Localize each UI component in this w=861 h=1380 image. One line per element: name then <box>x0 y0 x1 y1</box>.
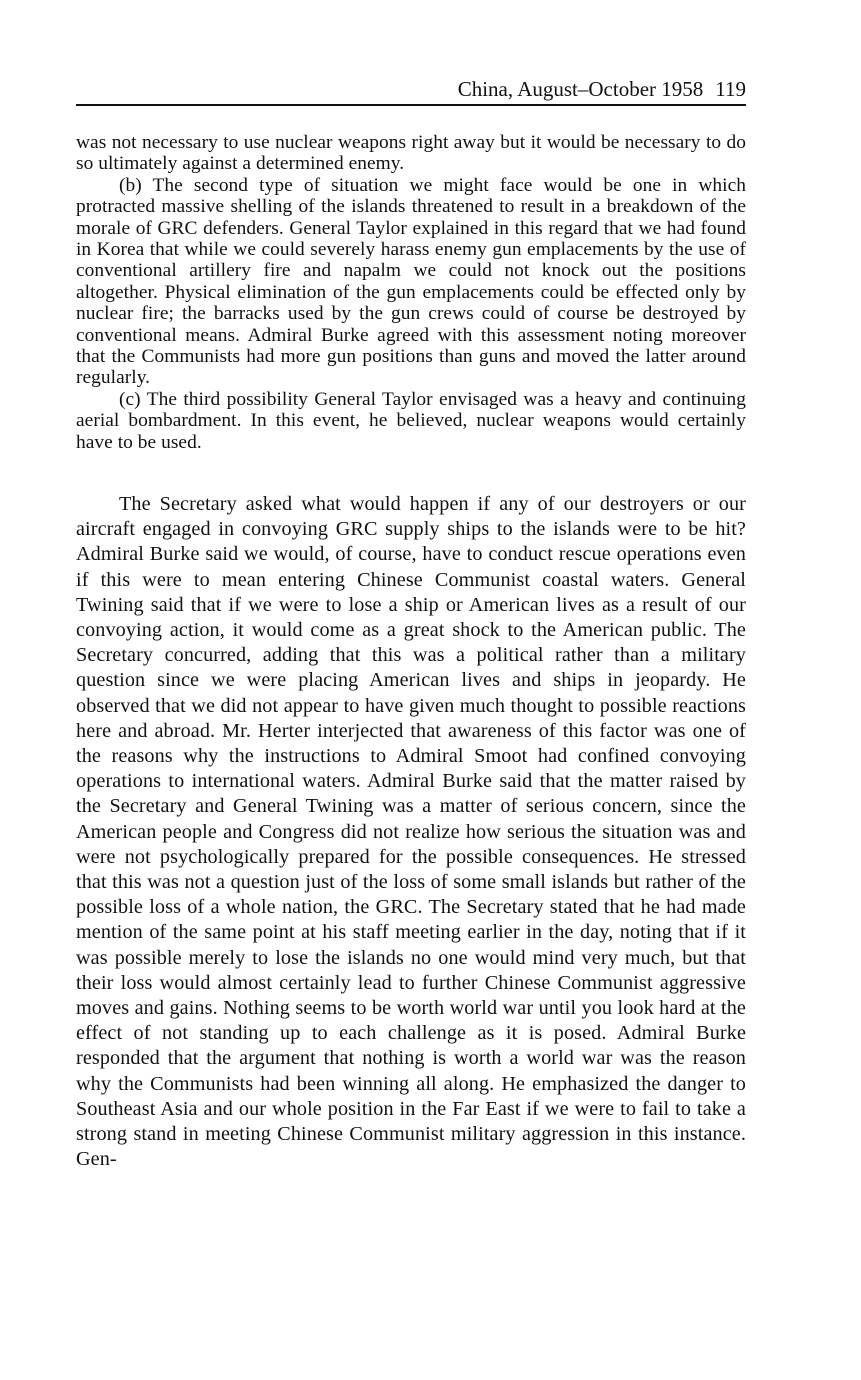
paragraph-c: (c) The third possibility General Taylor envisaged was a heavy and continuing aerial bombardment. In this event, he believed, nuclear weapons would certainly have to be used. <box>76 388 746 453</box>
paragraph-continuation: was not necessary to use nuclear weapons right away but it would be necessary to do so ultimately against a determined enemy. <box>76 132 746 175</box>
main-text-block <box>76 492 746 1172</box>
running-header-title: China, August–October 1958 <box>457 77 704 101</box>
paragraph-secretary-discussion: The Secretary asked what would happen if any of our destroyers or our aircraft engaged in convoying GRC supply ships to the islands were to be hit? Admiral Burke said we would, of course, have to conduct rescue operations even if this were to mean entering Chinese Communist coastal waters. General Twining said that if we were to lose a ship or American lives as a result of our convoying action, it would come as a great shock to the American public. The Secretary concurred, adding that this was a political rather than a military question since we were placing American lives and ships in jeopardy. He observed that we did not appear to have given much thought to possible reactions here and abroad. Mr. Herter interjected that awareness of this factor was one of the reasons why the instructions to Admiral Smoot had confined convoying operations to international waters. Admiral Burke said that the matter raised by the Secretary and General Twining was a matter of serious concern, since the American people and Congress did not realize how serious the situation was and were not psychologically prepared for the possible consequences. He stressed that this was not a question just of the loss of some small islands but rather of the possible loss of a whole nation, the GRC. The Secretary stated that he had made mention of the same point at his staff meeting earlier in the day, noting that if it was possible merely to lose the islands no one would mind very much, but that their loss would almost certainly lead to further Chinese Communist aggressive moves and gains. Nothing seems to be worth world war until you look hard at the effect of not standing up to each challenge as it is posed. Admiral Burke responded that the argument that nothing is worth a world war was the reason why the Communists had been winning all along. He emphasized the danger to Southeast Asia and our whole position in the Far East if we were to fail to take a strong stand in meeting Chinese Communist military aggression in this instance. Gen- <box>76 493 746 1171</box>
paragraph-b: (b) The second type of situation we might face would be one in which protracted massive shelling of the islands threatened to result in a breakdown of the morale of GRC defenders. General Taylor explained in this regard that we had found in Korea that while we could severely harass enemy gun emplacements by the use of conventional artillery fire and napalm we could not knock out the positions altogether. Physical elimination of the gun emplacements could be effected only by nuclear fire; the barracks used by the gun crews could of course be destroyed by conventional means. Admiral Burke agreed with this assessment noting moreover that the Communists had more gun positions than guns and moved the latter around regularly. <box>76 174 746 389</box>
compact-text-block <box>76 132 746 453</box>
running-header <box>76 76 746 106</box>
page-number: 119 <box>715 77 746 101</box>
